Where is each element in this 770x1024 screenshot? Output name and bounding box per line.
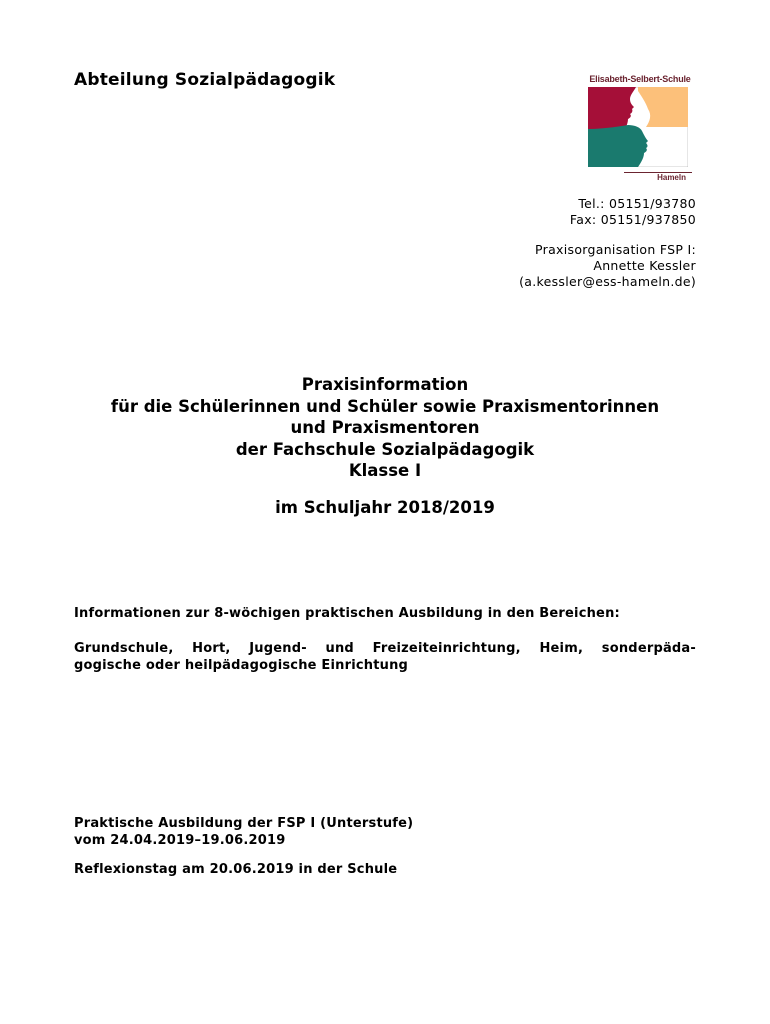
areas-line-1: Grundschule, Hort, Jugend- und Freizeiteinrichtung, Heim, sonderpäda- [74, 641, 696, 656]
info-heading: Informationen zur 8-wöchigen praktischen Ausbildung in den Bereichen: [74, 606, 620, 621]
practical-line-1: Praktische Ausbildung der FSP I (Unterstufe) [74, 816, 414, 831]
areas-paragraph [74, 640, 696, 674]
practical-training-info [74, 815, 413, 849]
document-title [0, 374, 770, 482]
practical-line-2: vom 24.04.2019–19.06.2019 [74, 833, 286, 848]
contact-block [519, 196, 696, 290]
contact-fax: Fax: 05151/937850 [569, 212, 696, 227]
department-heading: Abteilung Sozialpädagogik [74, 70, 336, 90]
title-line-1: Praxisinformation [301, 375, 469, 394]
title-line-4: der Fachschule Sozialpädagogik [235, 439, 535, 459]
contact-email: (a.kessler@ess-hameln.de) [519, 274, 696, 289]
title-line-3: und Praxismentoren [290, 418, 480, 437]
title-line-2: für die Schülerinnen und Schüler sowie Praxismentorinnen [110, 396, 660, 416]
areas-line-2: gogische oder heilpädagogische Einrichtung [74, 658, 409, 673]
school-year: im Schuljahr 2018/2019 [275, 498, 495, 517]
logo-school-name: Elisabeth-Selbert-Schule [589, 74, 691, 84]
reflection-day: Reflexionstag am 20.06.2019 in der Schule [74, 862, 398, 877]
school-logo [588, 74, 692, 182]
contact-tel: Tel.: 05151/93780 [578, 196, 696, 211]
logo-city: Hameln [624, 172, 692, 182]
logo-graphic [588, 87, 688, 167]
contact-org-label: Praxisorganisation FSP I: [535, 242, 696, 257]
title-line-5: Klasse I [348, 461, 422, 480]
contact-name: Annette Kessler [593, 258, 696, 273]
logo-teal-shape [588, 125, 648, 167]
